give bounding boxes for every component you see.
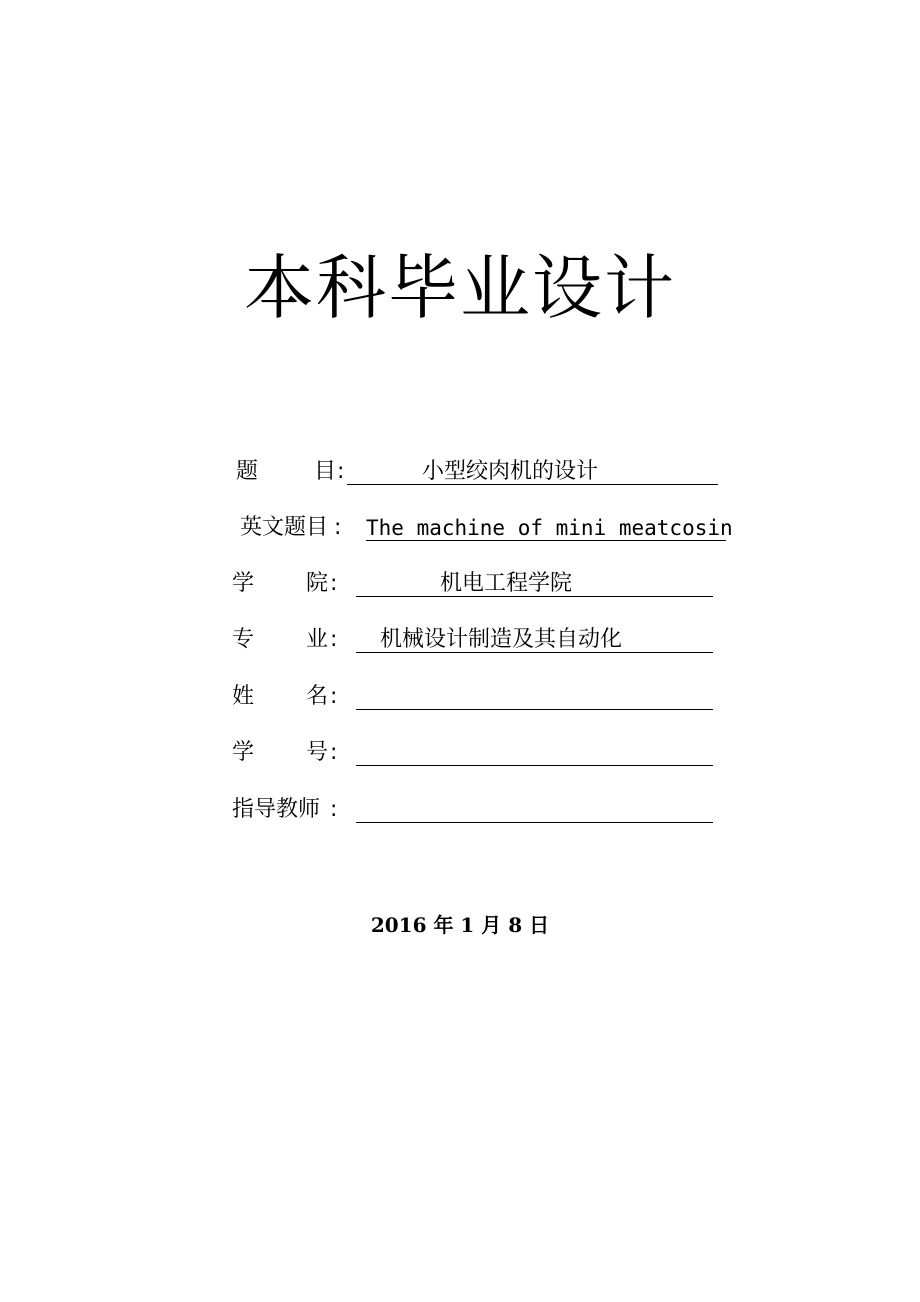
- field-advisor-label: 指导教师: [232, 797, 321, 822]
- field-advisor: [0, 794, 920, 826]
- field-english-topic: [0, 512, 920, 544]
- field-major-colon: :: [330, 627, 338, 652]
- field-topic-colon: :: [337, 459, 345, 484]
- field-topic-label-second: 目: [314, 459, 337, 484]
- field-student-id-colon: :: [330, 740, 338, 765]
- field-english-topic-value: The machine of mini meatcosin: [366, 516, 733, 540]
- field-college-value: 机电工程学院: [440, 571, 573, 596]
- field-student-id: [0, 737, 920, 769]
- field-student-id-label-second: 号: [306, 740, 329, 765]
- field-college-label-first: 学: [232, 571, 255, 596]
- field-name-underline: [356, 683, 713, 710]
- field-name-label-second: 名: [306, 684, 329, 709]
- field-topic-label-first: 题: [236, 459, 259, 484]
- field-college: [0, 568, 920, 600]
- field-name-label-first: 姓: [232, 684, 255, 709]
- field-topic-value: 小型绞肉机的设计: [422, 459, 599, 484]
- field-name-colon: :: [330, 684, 338, 709]
- field-major-value: 机械设计制造及其自动化: [380, 627, 623, 652]
- field-topic: [0, 456, 920, 488]
- cover-date: 2016 年 1 月 8 日: [370, 913, 550, 937]
- field-english-topic-colon: :: [334, 515, 342, 540]
- field-english-topic-label: 英文题目: [240, 515, 329, 540]
- field-major-label-first: 专: [232, 627, 255, 652]
- field-student-id-underline: [356, 739, 713, 766]
- cover-title: 本科毕业设计: [244, 247, 676, 329]
- field-name: [0, 681, 920, 713]
- field-advisor-colon: :: [330, 797, 338, 822]
- field-college-label-second: 院: [306, 571, 329, 596]
- field-student-id-label-first: 学: [232, 740, 255, 765]
- field-advisor-underline: [356, 796, 713, 823]
- field-major-label-second: 业: [306, 627, 329, 652]
- field-major: [0, 624, 920, 656]
- field-college-colon: :: [330, 571, 338, 596]
